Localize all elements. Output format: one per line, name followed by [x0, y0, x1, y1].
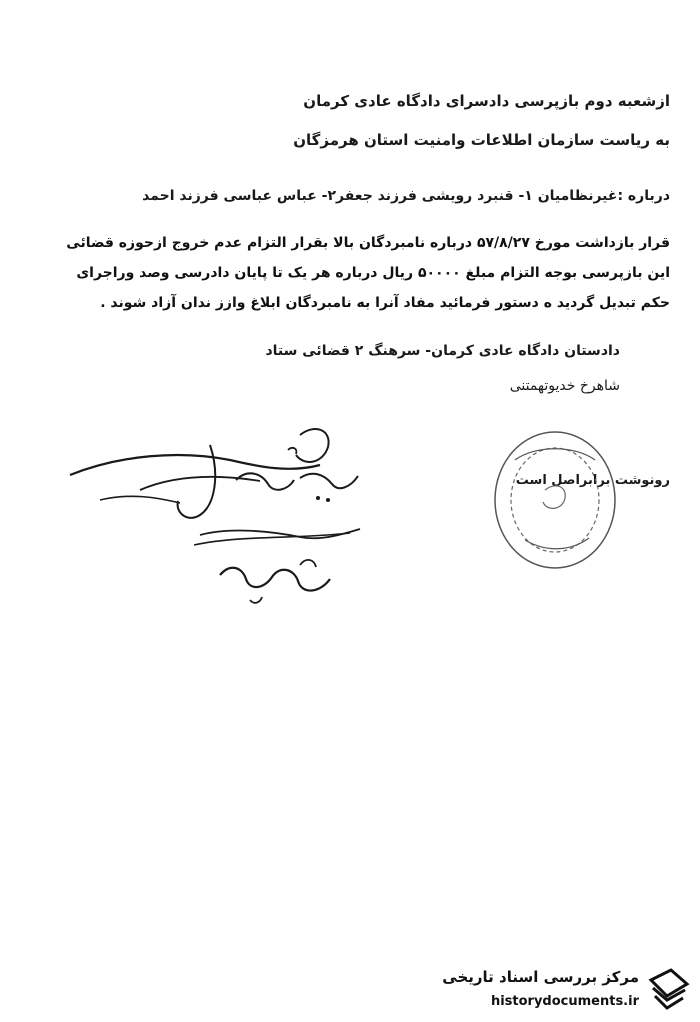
body-line: قرار بازداشت مورخ ۵۷/۸/۲۷ درباره نامبردگان بالا بقرار التزام عدم خروج ازحوزه قضائی	[66, 235, 670, 251]
copy-certification-text: رونوشت برابراصل است	[515, 473, 670, 488]
official-stamp	[485, 420, 625, 580]
watermark	[415, 962, 695, 1018]
archive-logo-icon	[645, 966, 693, 1014]
header-line-2: به ریاست سازمان اطلاعات وامنیت استان هرمزگان	[293, 131, 670, 149]
watermark-title: مرکز بررسی اسناد تاریخی	[442, 968, 639, 986]
body-line: این بازپرسی بوجه التزام مبلغ ۵۰۰۰۰ ریال درباره هر یک تا پایان دادرسی وصد وراجرای	[76, 265, 670, 281]
body-paragraph	[30, 232, 670, 322]
signature-title: دادستان دادگاه عادی کرمان- سرهنگ ۲ قضائی ستاد	[265, 343, 620, 359]
body-line: حکم تبدیل گردید ه دستور فرمائید مفاد آنرا به نامبردگان ابلاغ وازز ندان آزاد شوند .	[100, 295, 670, 311]
header-line-1: ازشعبه دوم بازپرسی دادسرای دادگاه عادی کرمان	[303, 92, 670, 110]
handwritten-name-2	[180, 505, 380, 615]
signature-name: شاهرخ خدیوتهمتنی	[509, 378, 620, 394]
watermark-url: historydocuments.ir	[490, 994, 639, 1009]
subject-line: درباره :غیرنظامیان ۱- قنبرد رویشی فرزند جعفر۲- عباس عباسی فرزند احمد	[142, 188, 670, 204]
handwritten-name-1	[228, 440, 368, 510]
